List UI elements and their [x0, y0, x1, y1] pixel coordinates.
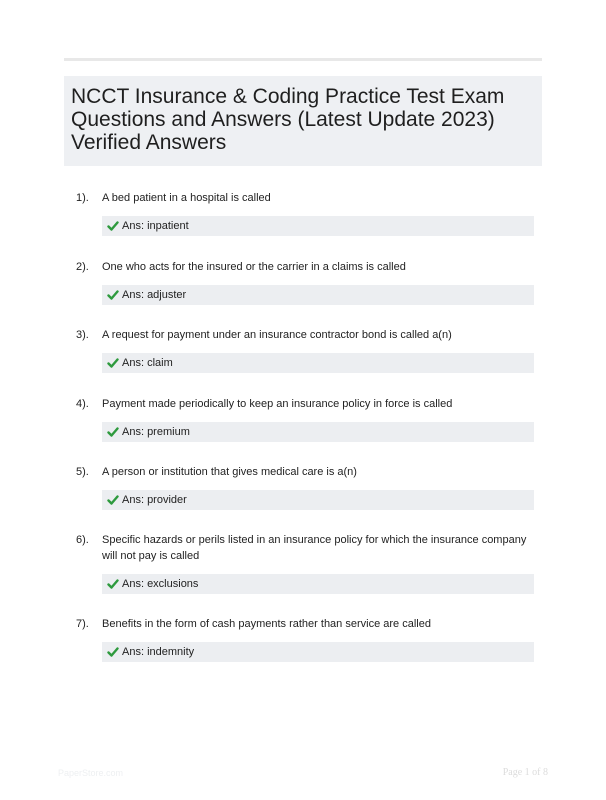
footer-watermark: PaperStore.com: [58, 768, 124, 778]
check-icon: [107, 646, 119, 658]
question-number: 1).: [76, 192, 89, 204]
question-text: Specific hazards or perils listed in an insurance policy for which the insurance company will not pay is called: [102, 534, 527, 562]
question-number: 6).: [76, 534, 89, 546]
check-icon: [107, 426, 119, 438]
answer-text: Ans: provider: [122, 494, 187, 506]
answer-text: Ans: inpatient: [122, 220, 189, 232]
answer-text: Ans: indemnity: [122, 646, 195, 658]
answer-text: Ans: premium: [122, 426, 190, 438]
answer-box: [102, 422, 534, 442]
answer-box: [102, 353, 534, 373]
question-number: 2).: [76, 261, 89, 273]
answer-text: Ans: claim: [122, 357, 173, 369]
answer-box: [102, 216, 534, 236]
answer-text: Ans: exclusions: [122, 578, 199, 590]
question-number: 4).: [76, 398, 89, 410]
question-number: 3).: [76, 329, 89, 341]
check-icon: [107, 357, 119, 369]
document-title-line: Questions and Answers (Latest Update 2023): [71, 108, 495, 131]
answer-box: [102, 285, 534, 305]
question-text: Benefits in the form of cash payments rather than service are called: [102, 618, 431, 630]
check-icon: [107, 494, 119, 506]
check-icon: [107, 578, 119, 590]
question-text: A request for payment under an insurance contractor bond is called a(n): [102, 329, 452, 341]
question-text: A bed patient in a hospital is called: [102, 192, 271, 204]
document-title-line: NCCT Insurance & Coding Practice Test Exam: [71, 85, 505, 108]
document-title-line: Verified Answers: [71, 131, 227, 154]
check-icon: [107, 220, 119, 232]
check-icon: [107, 289, 119, 301]
question-text: One who acts for the insured or the carrier in a claims is called: [102, 261, 406, 273]
answer-text: Ans: adjuster: [122, 289, 187, 301]
question-number: 5).: [76, 466, 89, 478]
question-text: Payment made periodically to keep an insurance policy in force is called: [102, 398, 453, 410]
answer-box: [102, 574, 534, 594]
answer-box: [102, 490, 534, 510]
answer-box: [102, 642, 534, 662]
question-number: 7).: [76, 618, 89, 630]
page-number: Page 1 of 8: [502, 767, 548, 778]
question-text: A person or institution that gives medical care is a(n): [102, 466, 357, 478]
